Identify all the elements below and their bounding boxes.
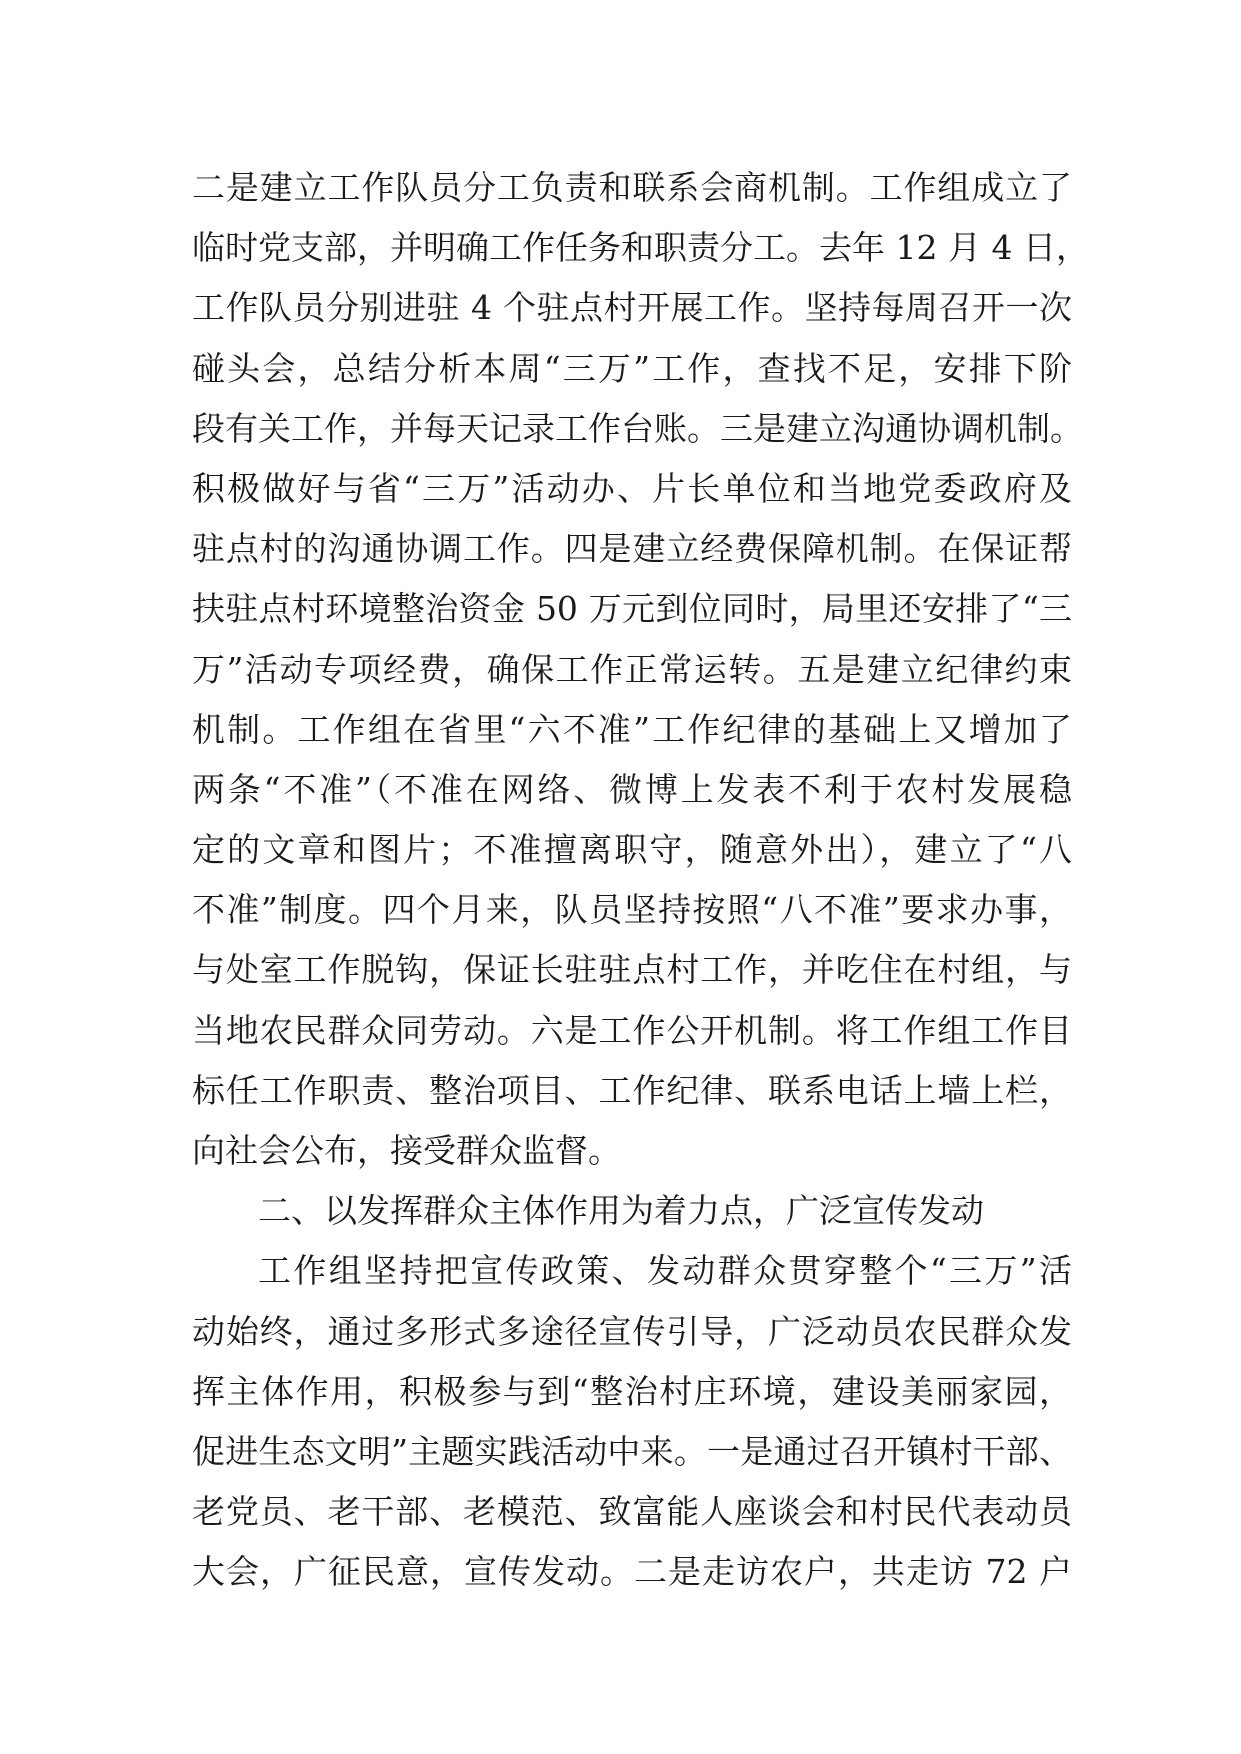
- text-line: 扶驻点村环境整治资金 50 万元到位同时，局里还安排了“三: [192, 589, 1072, 629]
- text-line: 工作队员分别进驻 4 个驻点村开展工作。坚持每周召开一次: [192, 288, 1072, 328]
- text-line: 碰头会，总结分析本周“三万”工作，查找不足，安排下阶: [192, 348, 1072, 388]
- text-line: 与处室工作脱钩，保证长驻驻点村工作，并吃住在村组，与: [192, 950, 1072, 990]
- text-line: 段有关工作，并每天记录工作台账。三是建立沟通协调机制。: [192, 408, 1083, 448]
- text-line: 挥主体作用，积极参与到“整治村庄环境，建设美丽家园，: [192, 1371, 1072, 1411]
- text-line: 积极做好与省“三万”活动办、片长单位和当地党委政府及: [192, 468, 1072, 508]
- text-line: 当地农民群众同劳动。六是工作公开机制。将工作组工作目: [192, 1010, 1072, 1050]
- paragraph-first-line: 工作组坚持把宣传政策、发动群众贯穿整个“三万”活: [258, 1251, 1072, 1291]
- text-line: 临时党支部，并明确工作任务和职责分工。去年 12 月 4 日，: [192, 228, 1089, 268]
- text-line: 老党员、老干部、老模范、致富能人座谈会和村民代表动员: [192, 1492, 1072, 1532]
- section-heading: 二、以发挥群众主体作用为着力点，广泛宣传发动: [258, 1191, 984, 1231]
- text-line: 两条“不准”（不准在网络、微博上发表不利于农村发展稳: [192, 769, 1072, 809]
- text-line-paragraph-end: 向社会公布，接受群众监督。: [192, 1131, 621, 1170]
- text-line: 大会，广征民意，宣传发动。二是走访农户，共走访 72 户: [192, 1552, 1072, 1592]
- text-line: 万”活动专项经费，确保工作正常运转。五是建立纪律约束: [192, 649, 1072, 689]
- text-line: 定的文章和图片；不准擅离职守，随意外出），建立了“八: [192, 830, 1072, 870]
- text-line: 驻点村的沟通协调工作。四是建立经费保障机制。在保证帮: [192, 529, 1072, 569]
- text-line: 标任工作职责、整治项目、工作纪律、联系电话上墙上栏，: [192, 1070, 1072, 1110]
- text-line: 动始终，通过多形式多途径宣传引导，广泛动员农民群众发: [192, 1311, 1072, 1351]
- text-line: 机制。工作组在省里“六不准”工作纪律的基础上又增加了: [192, 709, 1072, 749]
- text-line: 不准”制度。四个月来，队员坚持按照“八不准”要求办事，: [192, 890, 1072, 930]
- document-body: [192, 158, 1089, 1603]
- text-line: 促进生态文明”主题实践活动中来。一是通过召开镇村干部、: [192, 1431, 1072, 1471]
- text-line: 二是建立工作队员分工负责和联系会商机制。工作组成立了: [192, 168, 1072, 207]
